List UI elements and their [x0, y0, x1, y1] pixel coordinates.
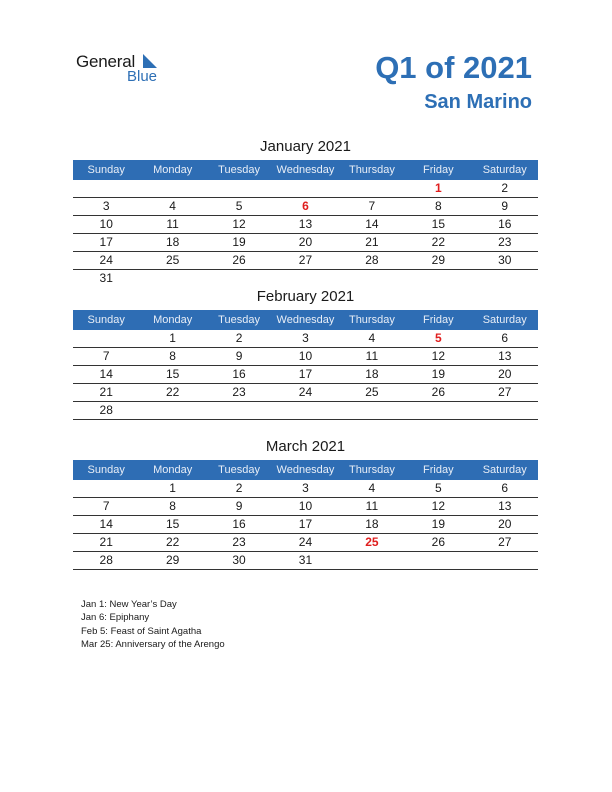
week-row [73, 348, 538, 366]
day-cell [139, 270, 205, 287]
day-cell: 18 [365, 367, 379, 381]
weekday-label: Wednesday [276, 464, 335, 476]
note-item: Mar 25: Anniversary of the Arengo [81, 638, 225, 650]
weekday-label: Thursday [348, 314, 395, 326]
note-item: Jan 1: New Year’s Day [81, 599, 177, 610]
weekday-label: Sunday [87, 164, 125, 176]
day-cell: 31 [298, 553, 313, 567]
day-cell: 2 [235, 331, 243, 345]
day-cell [206, 270, 272, 287]
week-row [73, 552, 538, 570]
day-cell [472, 270, 538, 287]
week-row [73, 498, 538, 516]
day-cell: 9 [235, 349, 243, 363]
day-cell [472, 402, 538, 419]
day-cell: 14 [99, 367, 113, 381]
day-cell: 5 [235, 199, 243, 213]
weekday-label: Friday [423, 464, 454, 476]
day-cell: 27 [498, 535, 512, 549]
day-cell: 4 [368, 481, 376, 495]
day-cell [139, 402, 205, 419]
day-cell: 2 [501, 181, 509, 195]
month-calendar [73, 136, 538, 287]
month-title: February 2021 [256, 288, 355, 305]
day-cell: 7 [102, 499, 110, 513]
day-cell: 15 [165, 517, 180, 531]
day-cell: 16 [232, 517, 246, 531]
week-row [73, 480, 538, 498]
day-cell: 10 [99, 217, 113, 231]
week-row [73, 516, 538, 534]
day-cell: 11 [365, 499, 379, 513]
day-cell: 28 [99, 403, 113, 417]
day-cell: 18 [165, 235, 180, 249]
day-cell: 28 [365, 253, 379, 267]
day-cell: 11 [365, 349, 379, 363]
day-cell: 17 [99, 235, 113, 249]
week-row [73, 366, 538, 384]
day-cell: 4 [368, 331, 376, 345]
day-cell: 24 [99, 253, 113, 267]
month-calendar [73, 436, 538, 570]
weekday-header [73, 310, 538, 330]
day-cell: 17 [298, 517, 313, 531]
day-cell: 24 [298, 535, 313, 549]
day-cell: 23 [232, 535, 246, 549]
week-row [73, 216, 538, 234]
day-cell [405, 402, 471, 419]
day-cell: 3 [102, 199, 110, 213]
note-item: Jan 6: Epiphany [81, 612, 150, 624]
logo-word-blue: Blue [127, 68, 158, 85]
weekday-header [73, 160, 538, 180]
day-cell [73, 180, 139, 197]
day-cell [472, 552, 538, 569]
day-cell: 4 [169, 199, 176, 213]
day-cell: 14 [365, 217, 379, 231]
day-cell: 25 [165, 253, 180, 267]
day-cell [139, 180, 205, 197]
weekday-label: Thursday [348, 164, 395, 176]
note-item: Feb 5: Feast of Saint Agatha [81, 625, 202, 637]
day-cell: 16 [498, 217, 512, 231]
holiday-notes [81, 598, 225, 651]
month-title: January 2021 [260, 138, 351, 155]
day-cell: 24 [298, 385, 313, 399]
day-cell [405, 552, 471, 569]
day-cell: 22 [165, 535, 180, 549]
day-cell: 8 [169, 349, 176, 363]
day-cell [339, 552, 405, 569]
day-cell: 19 [232, 235, 246, 249]
day-cell: 14 [99, 517, 113, 531]
day-cell [206, 180, 272, 197]
weekday-label: Saturday [482, 464, 527, 476]
weekday-label: Thursday [348, 464, 395, 476]
weekday-label: Tuesday [218, 314, 260, 326]
day-cell: 25 [365, 385, 379, 399]
country-name: San Marino [424, 91, 532, 113]
day-cell: 28 [99, 553, 113, 567]
day-cell: 23 [498, 235, 512, 249]
weekday-label: Friday [423, 314, 454, 326]
week-row [73, 180, 538, 198]
weekday-label: Monday [153, 314, 193, 326]
day-cell: 26 [431, 385, 445, 399]
day-cell: 13 [498, 349, 512, 363]
week-row [73, 198, 538, 216]
weekday-label: Saturday [482, 164, 527, 176]
day-cell: 22 [165, 385, 180, 399]
day-cell: 18 [365, 517, 379, 531]
page-title: Q1 of 2021 [375, 50, 532, 85]
week-row [73, 270, 538, 287]
day-cell: 7 [368, 199, 376, 213]
day-cell: 25 [365, 535, 379, 549]
day-cell: 3 [302, 331, 309, 345]
week-row [73, 252, 538, 270]
day-cell [272, 402, 338, 419]
day-cell: 13 [498, 499, 512, 513]
day-cell: 5 [434, 331, 442, 345]
day-cell: 2 [235, 481, 243, 495]
day-cell: 3 [302, 481, 309, 495]
day-cell: 12 [232, 217, 246, 231]
day-cell: 20 [498, 367, 512, 381]
day-cell: 23 [232, 385, 246, 399]
week-row [73, 234, 538, 252]
day-cell: 1 [434, 181, 442, 195]
day-cell: 27 [498, 385, 512, 399]
day-cell: 6 [501, 481, 509, 495]
day-cell: 11 [166, 217, 179, 231]
day-cell: 7 [102, 349, 110, 363]
weekday-label: Monday [153, 164, 193, 176]
weekday-label: Friday [423, 164, 454, 176]
weekday-label: Wednesday [276, 314, 335, 326]
month-title: March 2021 [265, 438, 346, 455]
month-calendar [73, 286, 538, 420]
day-cell: 15 [431, 217, 445, 231]
day-cell: 19 [431, 517, 445, 531]
day-cell [272, 270, 338, 287]
weekday-label: Tuesday [218, 164, 260, 176]
day-cell: 21 [99, 535, 113, 549]
week-row [73, 384, 538, 402]
weekday-label: Monday [153, 464, 193, 476]
day-cell: 21 [99, 385, 113, 399]
day-cell: 12 [431, 499, 445, 513]
day-cell: 10 [298, 499, 313, 513]
day-cell: 30 [498, 253, 512, 267]
day-cell: 16 [232, 367, 246, 381]
day-cell [73, 480, 139, 497]
day-cell: 8 [169, 499, 176, 513]
weekday-label: Tuesday [218, 464, 260, 476]
day-cell [405, 270, 471, 287]
day-cell: 1 [169, 481, 176, 495]
day-cell: 29 [165, 553, 180, 567]
day-cell [272, 180, 338, 197]
day-cell: 26 [232, 253, 246, 267]
day-cell: 8 [434, 199, 442, 213]
day-cell: 13 [298, 217, 313, 231]
day-cell [339, 402, 405, 419]
day-cell: 5 [434, 481, 442, 495]
week-row [73, 402, 538, 420]
weekday-label: Saturday [482, 314, 527, 326]
day-cell: 15 [165, 367, 180, 381]
day-cell: 29 [431, 253, 445, 267]
day-cell: 19 [431, 367, 445, 381]
weekday-label: Sunday [87, 464, 125, 476]
day-cell: 12 [431, 349, 445, 363]
day-cell: 30 [232, 553, 246, 567]
day-cell: 31 [99, 271, 113, 285]
logo-word-general: General [76, 52, 136, 71]
logo-triangle-icon [143, 54, 157, 68]
day-cell: 20 [298, 235, 313, 249]
week-row [73, 330, 538, 348]
day-cell: 6 [302, 199, 309, 213]
week-row [73, 534, 538, 552]
day-cell [73, 330, 139, 347]
day-cell [339, 180, 405, 197]
generalblue-logo [76, 52, 186, 92]
day-cell: 21 [365, 235, 379, 249]
day-cell [339, 270, 405, 287]
day-cell: 9 [235, 499, 243, 513]
day-cell: 17 [298, 367, 313, 381]
day-cell: 1 [169, 331, 176, 345]
day-cell: 9 [501, 199, 509, 213]
day-cell [206, 402, 272, 419]
day-cell: 10 [298, 349, 313, 363]
day-cell: 20 [498, 517, 512, 531]
weekday-header [73, 460, 538, 480]
weekday-label: Sunday [87, 314, 125, 326]
day-cell: 27 [298, 253, 313, 267]
day-cell: 22 [431, 235, 445, 249]
day-cell: 6 [501, 331, 509, 345]
weekday-label: Wednesday [276, 164, 335, 176]
day-cell: 26 [431, 535, 445, 549]
